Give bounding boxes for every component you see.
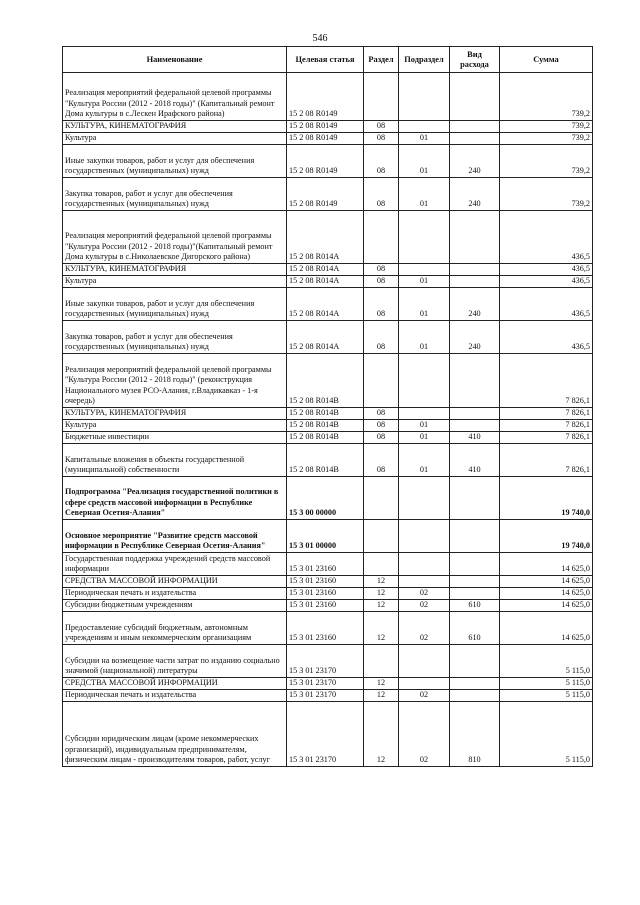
cell-csr: 15 3 01 23160: [287, 600, 364, 612]
cell-expense-type: [450, 690, 500, 702]
cell-amount: 5 115,0: [500, 702, 593, 767]
table-row: [63, 178, 593, 211]
cell-csr: 15 2 08 R014A: [287, 211, 364, 264]
cell-section: 08: [364, 321, 399, 354]
cell-amount: 7 826,1: [500, 420, 593, 432]
cell-section: 08: [364, 264, 399, 276]
cell-subsection: 01: [399, 288, 450, 321]
cell-section: 08: [364, 288, 399, 321]
cell-csr: 15 2 08 R0149: [287, 73, 364, 121]
cell-amount: 14 625,0: [500, 553, 593, 576]
table-row: [63, 211, 593, 264]
cell-expense-type: 410: [450, 432, 500, 444]
cell-section: [364, 354, 399, 408]
table-row: [63, 264, 593, 276]
cell-name: Закупка товаров, работ и услуг для обеспечения государственных (муниципальных) нужд: [63, 178, 287, 211]
cell-subsection: 02: [399, 702, 450, 767]
cell-csr: 15 3 01 23160: [287, 553, 364, 576]
cell-amount: 436,5: [500, 288, 593, 321]
cell-csr: 15 2 08 R014B: [287, 444, 364, 477]
cell-expense-type: 410: [450, 444, 500, 477]
cell-section: [364, 211, 399, 264]
cell-subsection: [399, 354, 450, 408]
cell-csr: 15 3 01 23170: [287, 678, 364, 690]
cell-section: [364, 553, 399, 576]
cell-name: Подпрограмма "Реализация государственной политики в сфере средств массовой информации в Республике Северная Осетия-Алания": [63, 477, 287, 520]
table-row: [63, 145, 593, 178]
cell-expense-type: 610: [450, 612, 500, 645]
cell-amount: 739,2: [500, 121, 593, 133]
table-row: [63, 588, 593, 600]
cell-subsection: [399, 553, 450, 576]
page-number: 546: [312, 33, 328, 44]
cell-name: СРЕДСТВА МАССОВОЙ ИНФОРМАЦИИ: [63, 678, 287, 690]
cell-subsection: 01: [399, 145, 450, 178]
cell-section: 12: [364, 702, 399, 767]
table-row: [63, 520, 593, 553]
cell-csr: 15 2 08 R014A: [287, 276, 364, 288]
cell-section: 08: [364, 276, 399, 288]
cell-section: 12: [364, 678, 399, 690]
cell-expense-type: 240: [450, 178, 500, 211]
table-row: [63, 702, 593, 767]
cell-csr: 15 2 08 R0149: [287, 178, 364, 211]
cell-expense-type: 610: [450, 600, 500, 612]
cell-amount: 19 740,0: [500, 520, 593, 553]
cell-csr: 15 3 01 23160: [287, 576, 364, 588]
cell-amount: 436,5: [500, 321, 593, 354]
cell-expense-type: [450, 211, 500, 264]
cell-name: Государственная поддержка учреждений средств массовой информации: [63, 553, 287, 576]
cell-amount: 739,2: [500, 178, 593, 211]
cell-name: КУЛЬТУРА, КИНЕМАТОГРАФИЯ: [63, 121, 287, 133]
cell-amount: 739,2: [500, 133, 593, 145]
cell-section: [364, 645, 399, 678]
cell-amount: 7 826,1: [500, 432, 593, 444]
cell-subsection: [399, 678, 450, 690]
cell-subsection: [399, 121, 450, 133]
cell-amount: 436,5: [500, 211, 593, 264]
table-row: [63, 444, 593, 477]
cell-section: [364, 520, 399, 553]
cell-amount: 7 826,1: [500, 354, 593, 408]
cell-subsection: 02: [399, 612, 450, 645]
cell-expense-type: [450, 121, 500, 133]
table-row: [63, 133, 593, 145]
cell-expense-type: [450, 588, 500, 600]
cell-csr: 15 2 08 R014B: [287, 408, 364, 420]
cell-name: КУЛЬТУРА, КИНЕМАТОГРАФИЯ: [63, 264, 287, 276]
cell-name: Субсидии бюджетным учреждениям: [63, 600, 287, 612]
table-row: [63, 432, 593, 444]
header-name: Наименование: [63, 47, 287, 73]
cell-name: Предоставление субсидий бюджетным, автономным учреждениям и иным некоммерческим организациям: [63, 612, 287, 645]
cell-expense-type: [450, 420, 500, 432]
table-row: [63, 477, 593, 520]
table-row: [63, 354, 593, 408]
table-row: [63, 321, 593, 354]
header-csr: Целевая статья: [287, 47, 364, 73]
cell-name: Бюджетные инвестиции: [63, 432, 287, 444]
table-body: [63, 73, 593, 767]
header-expense-type: Вид расхода: [450, 47, 500, 73]
cell-expense-type: [450, 73, 500, 121]
cell-expense-type: [450, 133, 500, 145]
cell-name: Капитальные вложения в объекты государственной (муниципальной) собственности: [63, 444, 287, 477]
cell-csr: 15 2 08 R014A: [287, 264, 364, 276]
cell-name: Культура: [63, 133, 287, 145]
cell-subsection: 02: [399, 600, 450, 612]
cell-subsection: [399, 73, 450, 121]
cell-subsection: 01: [399, 133, 450, 145]
cell-subsection: 01: [399, 444, 450, 477]
cell-expense-type: 810: [450, 702, 500, 767]
cell-section: 12: [364, 612, 399, 645]
table-row: [63, 553, 593, 576]
table-row: [63, 576, 593, 588]
cell-expense-type: [450, 408, 500, 420]
cell-subsection: 01: [399, 178, 450, 211]
cell-expense-type: 240: [450, 321, 500, 354]
cell-expense-type: [450, 354, 500, 408]
cell-csr: 15 2 08 R014A: [287, 288, 364, 321]
cell-section: 08: [364, 121, 399, 133]
cell-name: Периодическая печать и издательства: [63, 690, 287, 702]
cell-amount: 14 625,0: [500, 612, 593, 645]
table-row: [63, 612, 593, 645]
cell-subsection: [399, 520, 450, 553]
cell-subsection: [399, 264, 450, 276]
table-row: [63, 121, 593, 133]
cell-amount: 14 625,0: [500, 588, 593, 600]
cell-subsection: [399, 477, 450, 520]
cell-subsection: 01: [399, 420, 450, 432]
table-row: [63, 73, 593, 121]
cell-csr: 15 3 01 23170: [287, 645, 364, 678]
table-row: [63, 690, 593, 702]
table-row: [63, 288, 593, 321]
cell-amount: 5 115,0: [500, 645, 593, 678]
cell-name: Субсидии юридическим лицам (кроме некоммерческих организаций), индивидуальным предпринимателям, физическим лицам - производителям товаров, работ, услуг: [63, 702, 287, 767]
cell-section: 08: [364, 145, 399, 178]
cell-section: 08: [364, 420, 399, 432]
cell-amount: 14 625,0: [500, 576, 593, 588]
table-row: [63, 645, 593, 678]
cell-expense-type: 240: [450, 288, 500, 321]
cell-section: 12: [364, 588, 399, 600]
cell-amount: 436,5: [500, 264, 593, 276]
cell-name: КУЛЬТУРА, КИНЕМАТОГРАФИЯ: [63, 408, 287, 420]
cell-section: 08: [364, 178, 399, 211]
cell-subsection: 01: [399, 432, 450, 444]
header-subsection: Подраздел: [399, 47, 450, 73]
cell-name: Культура: [63, 276, 287, 288]
header-section: Раздел: [364, 47, 399, 73]
cell-expense-type: [450, 645, 500, 678]
cell-expense-type: [450, 477, 500, 520]
cell-section: 08: [364, 133, 399, 145]
cell-expense-type: [450, 678, 500, 690]
cell-section: 12: [364, 600, 399, 612]
table-row: [63, 420, 593, 432]
table-row: [63, 678, 593, 690]
cell-section: 12: [364, 690, 399, 702]
table-row: [63, 600, 593, 612]
cell-section: [364, 477, 399, 520]
cell-amount: 5 115,0: [500, 690, 593, 702]
cell-name: Реализация мероприятий федеральной целевой программы "Культура России (2012 - 2018 годы)" (Капитальный ремонт Дома культуры в с.Лескен Ирафского района): [63, 73, 287, 121]
cell-subsection: 01: [399, 276, 450, 288]
cell-section: 08: [364, 444, 399, 477]
budget-table: [62, 46, 593, 767]
cell-csr: 15 2 08 R0149: [287, 145, 364, 178]
header-amount: Сумма: [500, 47, 593, 73]
cell-subsection: 01: [399, 321, 450, 354]
cell-subsection: 02: [399, 690, 450, 702]
cell-subsection: [399, 408, 450, 420]
cell-amount: 14 625,0: [500, 600, 593, 612]
cell-name: Иные закупки товаров, работ и услуг для обеспечения государственных (муниципальных) нужд: [63, 145, 287, 178]
cell-csr: 15 3 01 23170: [287, 702, 364, 767]
cell-csr: 15 2 08 R014B: [287, 354, 364, 408]
cell-amount: 7 826,1: [500, 408, 593, 420]
cell-csr: 15 2 08 R014B: [287, 420, 364, 432]
cell-name: Основное мероприятие "Развитие средств массовой информации в Республике Северная Осетия-Алания": [63, 520, 287, 553]
cell-subsection: [399, 645, 450, 678]
cell-amount: 436,5: [500, 276, 593, 288]
cell-csr: 15 3 01 00000: [287, 520, 364, 553]
cell-csr: 15 3 01 23170: [287, 690, 364, 702]
cell-csr: 15 2 08 R014A: [287, 321, 364, 354]
cell-name: СРЕДСТВА МАССОВОЙ ИНФОРМАЦИИ: [63, 576, 287, 588]
cell-csr: 15 3 01 23160: [287, 588, 364, 600]
cell-name: Реализация мероприятий федеральной целевой программы "Культура России (2012 - 2018 годы)"(Капитальный ремонт Дома культуры в с.Николаевское Дигорского района): [63, 211, 287, 264]
cell-expense-type: [450, 553, 500, 576]
table-row: [63, 408, 593, 420]
cell-amount: 7 826,1: [500, 444, 593, 477]
cell-amount: 19 740,0: [500, 477, 593, 520]
cell-expense-type: [450, 264, 500, 276]
cell-name: Субсидии на возмещение части затрат по изданию социально значимой (национальной) литературы: [63, 645, 287, 678]
cell-section: 12: [364, 576, 399, 588]
cell-amount: 739,2: [500, 73, 593, 121]
cell-expense-type: [450, 520, 500, 553]
cell-expense-type: [450, 576, 500, 588]
cell-name: Иные закупки товаров, работ и услуг для обеспечения государственных (муниципальных) нужд: [63, 288, 287, 321]
cell-csr: 15 3 01 23160: [287, 612, 364, 645]
cell-csr: 15 2 08 R0149: [287, 133, 364, 145]
cell-csr: 15 2 08 R014B: [287, 432, 364, 444]
cell-name: Реализация мероприятий федеральной целевой программы "Культура России (2012 - 2018 годы)" (реконструкция Национального музея РСО-Алания, г.Владикавказ - 1-я очередь): [63, 354, 287, 408]
cell-name: Культура: [63, 420, 287, 432]
table-header-row: [63, 47, 593, 73]
cell-section: 08: [364, 432, 399, 444]
cell-subsection: [399, 576, 450, 588]
cell-csr: 15 3 00 00000: [287, 477, 364, 520]
cell-amount: 739,2: [500, 145, 593, 178]
cell-expense-type: 240: [450, 145, 500, 178]
cell-subsection: 02: [399, 588, 450, 600]
cell-subsection: [399, 211, 450, 264]
cell-section: 08: [364, 408, 399, 420]
cell-section: [364, 73, 399, 121]
cell-expense-type: [450, 276, 500, 288]
cell-amount: 5 115,0: [500, 678, 593, 690]
cell-name: Периодическая печать и издательства: [63, 588, 287, 600]
cell-csr: 15 2 08 R0149: [287, 121, 364, 133]
cell-name: Закупка товаров, работ и услуг для обеспечения государственных (муниципальных) нужд: [63, 321, 287, 354]
table-row: [63, 276, 593, 288]
